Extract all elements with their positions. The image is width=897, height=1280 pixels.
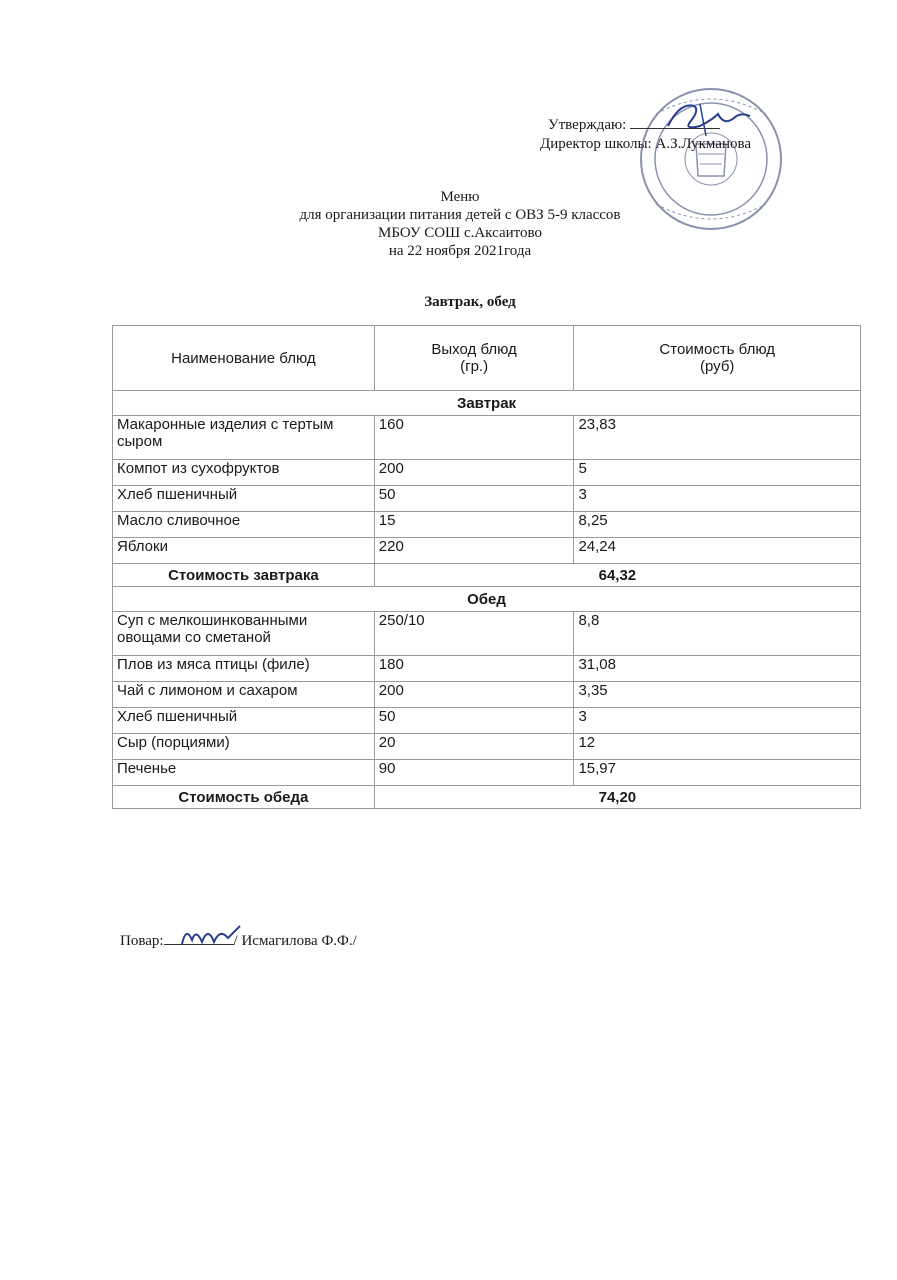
- table-row: [113, 656, 861, 682]
- dish-cost: 5: [574, 460, 861, 486]
- table-row: [113, 538, 861, 564]
- dish-cost: 23,83: [574, 416, 861, 460]
- cook-signature-icon: [176, 920, 246, 952]
- menu-subtitle: для организации питания детей с ОВЗ 5-9 классов: [299, 207, 621, 223]
- table-row: [113, 612, 861, 656]
- table-row: [113, 512, 861, 538]
- dish-name: Чай с лимоном и сахаром: [113, 682, 375, 708]
- lunch-section-row: [113, 587, 861, 612]
- dish-name: Суп с мелкошинкованными овощами со сметаной: [113, 612, 375, 656]
- dish-name: Хлеб пшеничный: [113, 486, 375, 512]
- breakfast-total-label: Стоимость завтрака: [113, 564, 375, 587]
- lunch-total-label: Стоимость обеда: [113, 786, 375, 809]
- dish-yield: 220: [374, 538, 574, 564]
- dish-yield: 15: [374, 512, 574, 538]
- table-row: [113, 460, 861, 486]
- approve-label: Утверждаю:: [548, 117, 627, 133]
- breakfast-section-row: [113, 391, 861, 416]
- dish-yield: 50: [374, 486, 574, 512]
- dish-yield: 50: [374, 708, 574, 734]
- dish-yield: 90: [374, 760, 574, 786]
- breakfast-total-value: 64,32: [374, 564, 860, 587]
- dish-yield: 160: [374, 416, 574, 460]
- dish-cost: 3,35: [574, 682, 861, 708]
- dish-cost: 3: [574, 486, 861, 512]
- dish-name: Плов из мяса птицы (филе): [113, 656, 375, 682]
- table-row: [113, 486, 861, 512]
- dish-cost: 3: [574, 708, 861, 734]
- lunch-total-row: [113, 786, 861, 809]
- cook-name: / Исмагилова Ф.Ф./: [233, 933, 357, 949]
- dish-name: Макаронные изделия с тертым сыром: [113, 416, 375, 460]
- table-row: [113, 708, 861, 734]
- dish-name: Печенье: [113, 760, 375, 786]
- dish-cost: 15,97: [574, 760, 861, 786]
- header-name: Наименование блюд: [113, 326, 375, 391]
- cook-label: Повар:: [120, 933, 164, 949]
- lunch-total-value: 74,20: [374, 786, 860, 809]
- table-row: [113, 734, 861, 760]
- header-cost: Стоимость блюд (руб): [574, 326, 861, 391]
- dish-cost: 12: [574, 734, 861, 760]
- dish-yield: 180: [374, 656, 574, 682]
- dish-yield: 200: [374, 460, 574, 486]
- dish-cost: 31,08: [574, 656, 861, 682]
- director-name: А.З.Лукманова: [655, 136, 752, 152]
- table-row: [113, 682, 861, 708]
- director-label: Директор школы:: [540, 136, 652, 152]
- table-row: [113, 416, 861, 460]
- dish-name: Сыр (порциями): [113, 734, 375, 760]
- menu-date: на 22 ноября 2021года: [388, 243, 532, 259]
- dish-yield: 200: [374, 682, 574, 708]
- header-yield: Выход блюд (гр.): [374, 326, 574, 391]
- dish-cost: 24,24: [574, 538, 861, 564]
- dish-cost: 8,25: [574, 512, 861, 538]
- section-title: Завтрак, обед: [424, 294, 516, 310]
- dish-name: Компот из сухофруктов: [113, 460, 375, 486]
- breakfast-total-row: [113, 564, 861, 587]
- director-signature-icon: [660, 96, 760, 140]
- menu-table: [112, 325, 861, 809]
- lunch-label: Обед: [113, 587, 861, 612]
- school-name: МБОУ СОШ с.Аксаитово: [378, 225, 542, 241]
- dish-cost: 8,8: [574, 612, 861, 656]
- menu-title: Меню: [440, 189, 480, 205]
- menu-title-block: [200, 188, 720, 260]
- table-header-row: [113, 326, 861, 391]
- dish-yield: 250/10: [374, 612, 574, 656]
- dish-name: Яблоки: [113, 538, 375, 564]
- dish-name: Хлеб пшеничный: [113, 708, 375, 734]
- table-row: [113, 760, 861, 786]
- dish-name: Масло сливочное: [113, 512, 375, 538]
- dish-yield: 20: [374, 734, 574, 760]
- breakfast-label: Завтрак: [113, 391, 861, 416]
